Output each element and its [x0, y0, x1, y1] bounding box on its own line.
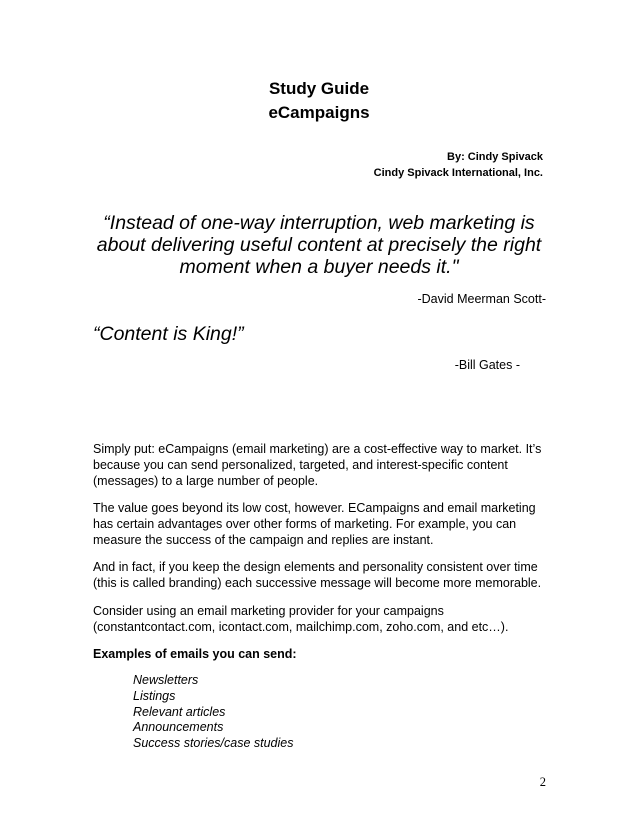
quote-attribution-gates: -Bill Gates - — [454, 358, 520, 372]
page-number: 2 — [539, 775, 546, 789]
examples-heading: Examples of emails you can send: — [93, 647, 297, 661]
list-item: Success stories/case studies — [133, 736, 294, 751]
list-item: Relevant articles — [133, 704, 226, 719]
paragraph-branding: And in fact, if you keep the design elements and personality consistent over time (this is called branding) each successive message will become more memorable. — [93, 560, 542, 590]
quote-attribution-meerman-scott: -David Meerman Scott- — [417, 292, 546, 306]
list-item: Newsletters — [133, 673, 199, 687]
paragraph-providers: Consider using an email marketing provider for your campaigns (constantcontact.com, icontact.com, mailchimp.com, zoho.com, and etc…). — [93, 604, 509, 634]
quote-meerman-scott: “Instead of one-way interruption, web marketing is about delivering useful content at precisely the right moment when a buyer needs it." — [96, 212, 542, 278]
paragraph-value: The value goes beyond its low cost, however. ECampaigns and email marketing has certain advantages over other forms of marketing. For example, you can measure the success of the campaign and replies are instant. — [93, 501, 536, 547]
document-title: Study Guide — [268, 79, 370, 98]
quote-content-is-king: “Content is King!” — [93, 323, 244, 345]
company-line: Cindy Spivack International, Inc. — [373, 167, 543, 179]
list-item: Announcements — [133, 720, 224, 735]
examples-list — [133, 673, 294, 752]
paragraph-intro: Simply put: eCampaigns (email marketing) are a cost-effective way to market. It’s because you can send personalized, targeted, and interest-specific content (messages) to a large number of people. — [93, 442, 542, 488]
list-item: Listings — [133, 688, 176, 703]
author-line: By: Cindy Spivack — [447, 151, 543, 163]
document-subtitle: eCampaigns — [268, 103, 370, 122]
